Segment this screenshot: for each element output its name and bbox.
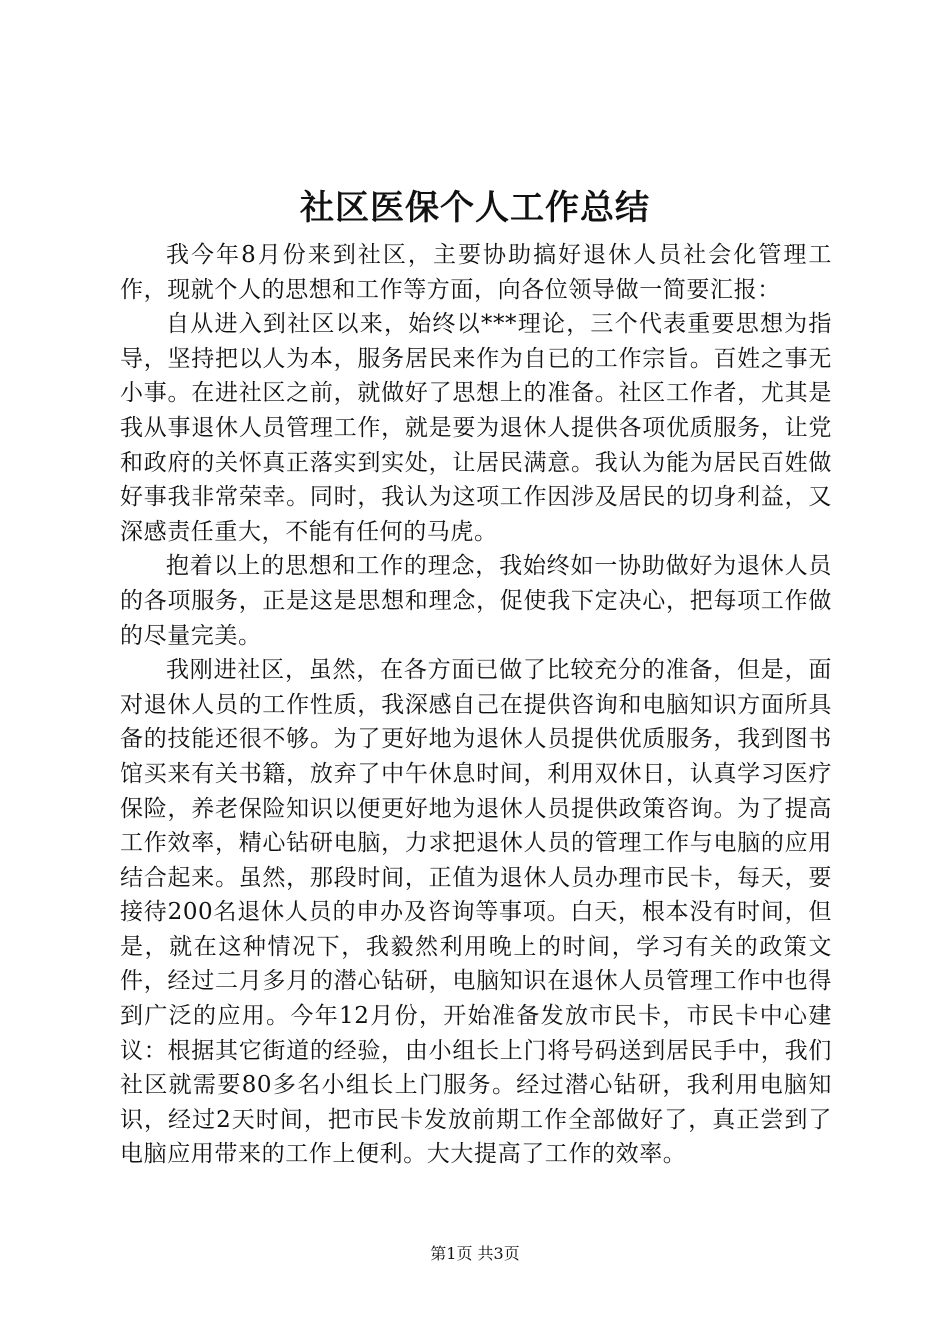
page-number: 第1页 共3页 xyxy=(430,1244,520,1263)
document-title: 社区医保个人工作总结 xyxy=(300,188,650,228)
document-body xyxy=(120,238,832,1172)
paragraph-1: 我今年8月份来到社区，主要协助搞好退休人员社会化管理工作，现就个人的思想和工作等方面，向各位领导做一简要汇报： xyxy=(120,242,832,303)
paragraph-3: 抱着以上的思想和工作的理念，我始终如一协助做好为退休人员的各项服务，正是这是思想和理念，促使我下定决心，把每项工作做的尽量完美。 xyxy=(120,553,832,649)
paragraph-2: 自从进入到社区以来，始终以***理论，三个代表重要思想为指导，坚持把以人为本，服务居民来作为自已的工作宗旨。百姓之事无小事。在进社区之前，就做好了思想上的准备。社区工作者，尤其是我从事退休人员管理工作，就是要为退休人提供各项优质服务，让党和政府的关怀真正落实到实处，让居民满意。我认为能为居民百姓做好事我非常荣幸。同时，我认为这项工作因涉及居民的切身利益，又深感责任重大，不能有任何的马虎。 xyxy=(120,311,832,545)
paragraph-4: 我刚进社区，虽然，在各方面已做了比较充分的准备，但是，面对退休人员的工作性质，我深感自己在提供咨询和电脑知识方面所具备的技能还很不够。为了更好地为退休人员提供优质服务，我到图书馆买来有关书籍，放弃了中午休息时间，利用双休日，认真学习医疗保险，养老保险知识以便更好地为退休人员提供政策咨询。为了提高工作效率，精心钻研电脑，力求把退休人员的管理工作与电脑的应用结合起来。虽然，那段时间，正值为退休人员办理市民卡，每天，要接待200名退休人员的申办及咨询等事项。白天，根本没有时间，但是，就在这种情况下，我毅然利用晚上的时间，学习有关的政策文件，经过二月多月的潜心钻研，电脑知识在退休人员管理工作中也得到广泛的应用。今年12月份，开始准备发放市民卡，市民卡中心建议：根据其它街道的经验，由小组长上门将号码送到居民手中，我们社区就需要80多名小组长上门服务。经过潜心钻研，我利用电脑知识，经过2天时间，把市民卡发放前期工作全部做好了，真正尝到了电脑应用带来的工作上便利。大大提高了工作的效率。 xyxy=(120,657,832,1168)
